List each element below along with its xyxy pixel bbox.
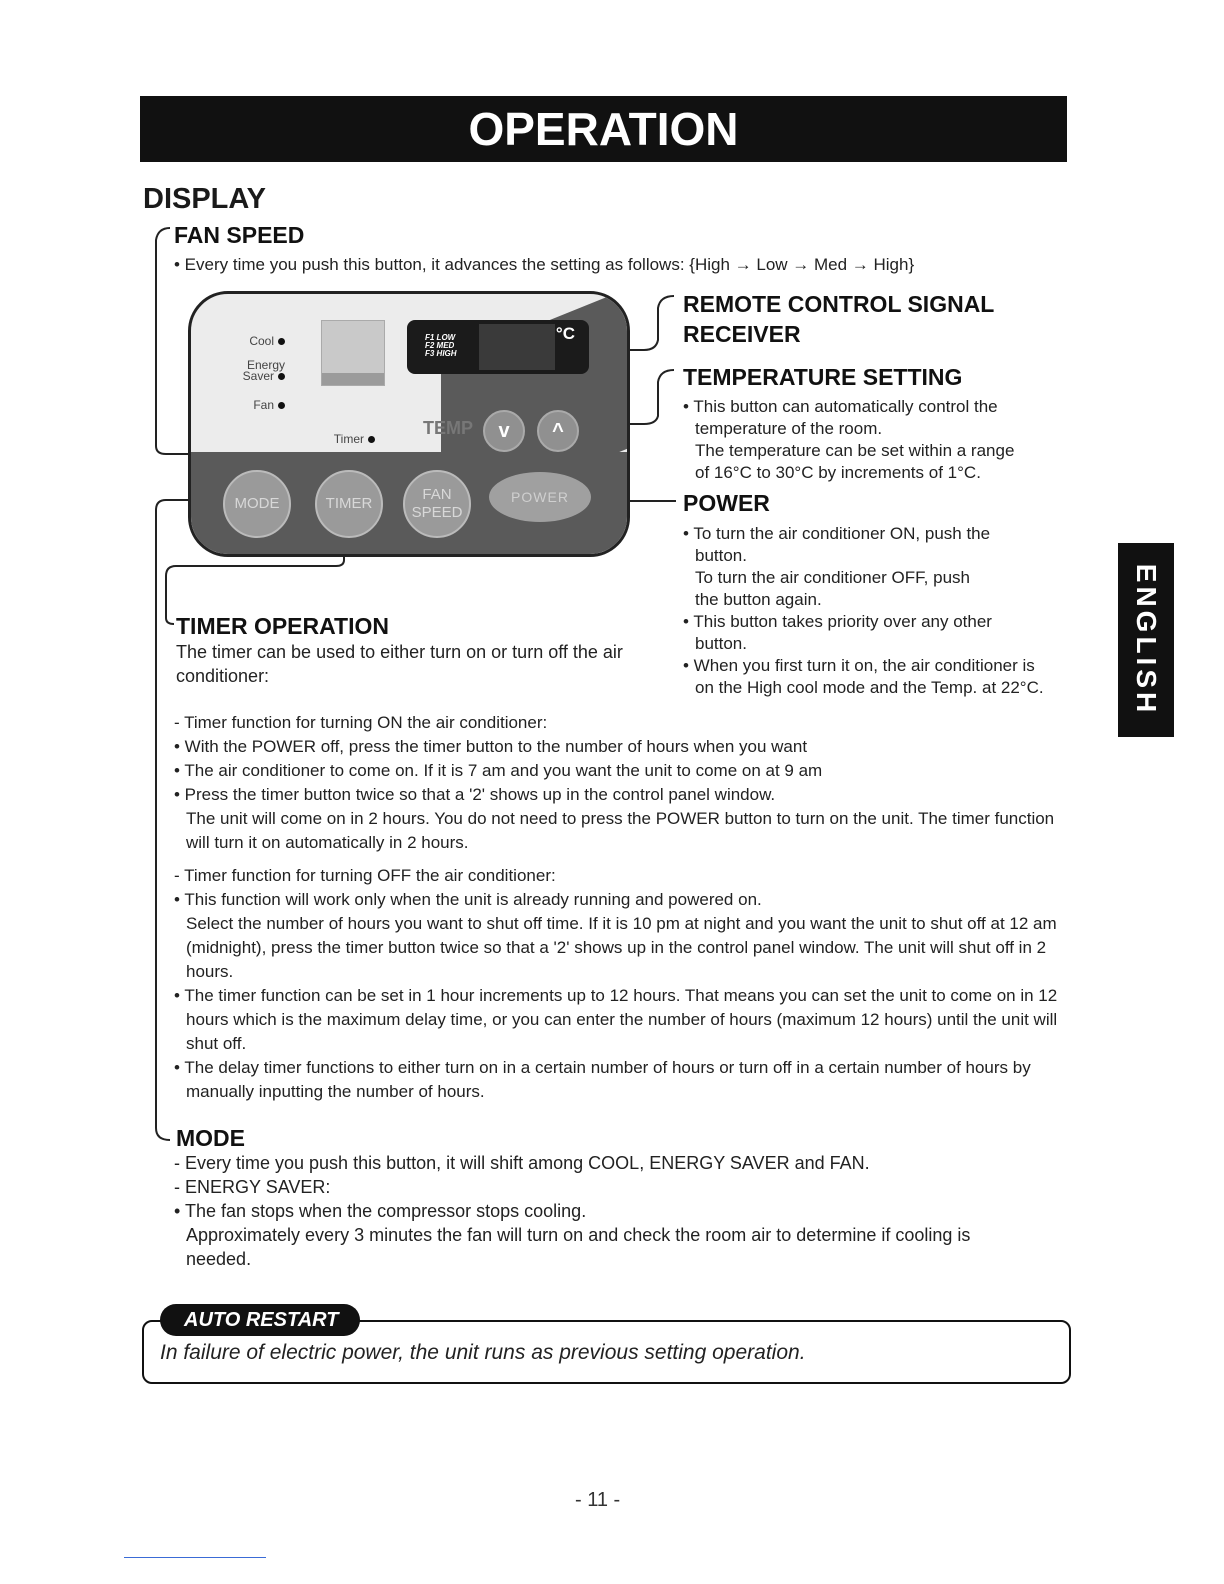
footer-rule [124,1557,266,1558]
mode-text: - Every time you push this button, it will shift among COOL, ENERGY SAVER and FAN. - ENERGY SAVER: • The fan stops when the compressor stops cooling. Approximately every 3 minutes the fan will turn on and check the room air to determine if cooling is needed. [174,1153,971,1269]
display-title: DISPLAY [143,183,267,215]
fan-speed-title: FAN SPEED [174,222,305,248]
fan-indicator: Fan [221,398,285,412]
fan-speed-button[interactable]: FAN SPEED [403,470,471,538]
mode-title: MODE [176,1125,245,1151]
language-tab: ENGLISH [1118,543,1174,737]
timer-intro: The timer can be used to either turn on or turn off the air conditioner: [176,642,623,686]
power-text: • To turn the air conditioner ON, push the button. To turn the air conditioner OFF, push the button again. • This button takes priority over any other button. • When you first turn it on, the air conditioner is on the High cool mode and the Temp. at 22°C. [683,524,1044,697]
energy-saver-indicator: Energy Saver [242,358,285,383]
page-number: - 11 - [575,1489,621,1511]
timer-on-section: - Timer function for turning ON the air conditioner: • With the POWER off, press the timer button to the number of hours when you want • The air conditioner to come on. If it is 7 am and you want the unit to come on at 9 am • Press the timer button twice so that a '2' shows up in the control panel window. The unit will come on in 2 hours. You do not need to press the POWER button to turn on the unit. The timer function will turn it on automatically in 2 hours. [174,713,1055,852]
mode-button[interactable]: MODE [223,470,291,538]
celsius-label: °C [555,324,575,343]
cool-indicator: Cool [221,334,285,348]
temp-label: TEMP [423,418,474,438]
auto-restart-label: AUTO RESTART [160,1304,360,1336]
temp-down-button[interactable]: v [483,410,525,452]
display-screen [407,320,589,374]
auto-restart-text: In failure of electric power, the unit runs as previous setting operation. [160,1341,806,1364]
timer-button[interactable]: TIMER [315,470,383,538]
temperature-setting-title: TEMPERATURE SETTING [683,364,963,390]
timer-indicator: Timer [301,432,375,446]
power-title: POWER [683,490,770,516]
fan-speed-text: • Every time you push this button, it advances the setting as follows: {High → Low → Med → High} [174,255,915,274]
timer-off-section: - Timer function for turning OFF the air conditioner: • This function will work only when the unit is already running and powered on. Select the number of hours you want to shut off time. If it is 10 pm at night and you want the unit to shut off at 12 am (midnight), press the timer button twice so that a '2' shows up in the control panel window. The unit will shut off in 2 hours. • The timer function can be set in 1 hour increments up to 12 hours. That means you can set the unit to come on in 12 hours which is the maximum delay time, or you can enter the number of hours (maximum 12 hours) until the unit will shut off. • The delay timer functions to either turn on in a certain number of hours or turn off in a certain number of hours by manually inputting the number of hours. [174,866,1058,1101]
digit-window [479,324,555,370]
temp-up-button[interactable]: ^ [537,410,579,452]
remote-receiver-title: REMOTE CONTROL SIGNAL RECEIVER [683,291,995,347]
fan-zone-legend: F1 LOW F2 MED F3 HIGH [425,333,457,358]
energy-star-logo [321,320,385,386]
control-panel-illustration [188,291,630,557]
timer-operation-title: TIMER OPERATION [176,613,389,639]
temperature-setting-text: • This button can automatically control the temperature of the room. The temperature can be set within a range of 16°C to 30°C by increments of 1°C. [683,397,1015,482]
page-header: OPERATION [140,96,1067,162]
power-button[interactable]: POWER [489,472,591,522]
